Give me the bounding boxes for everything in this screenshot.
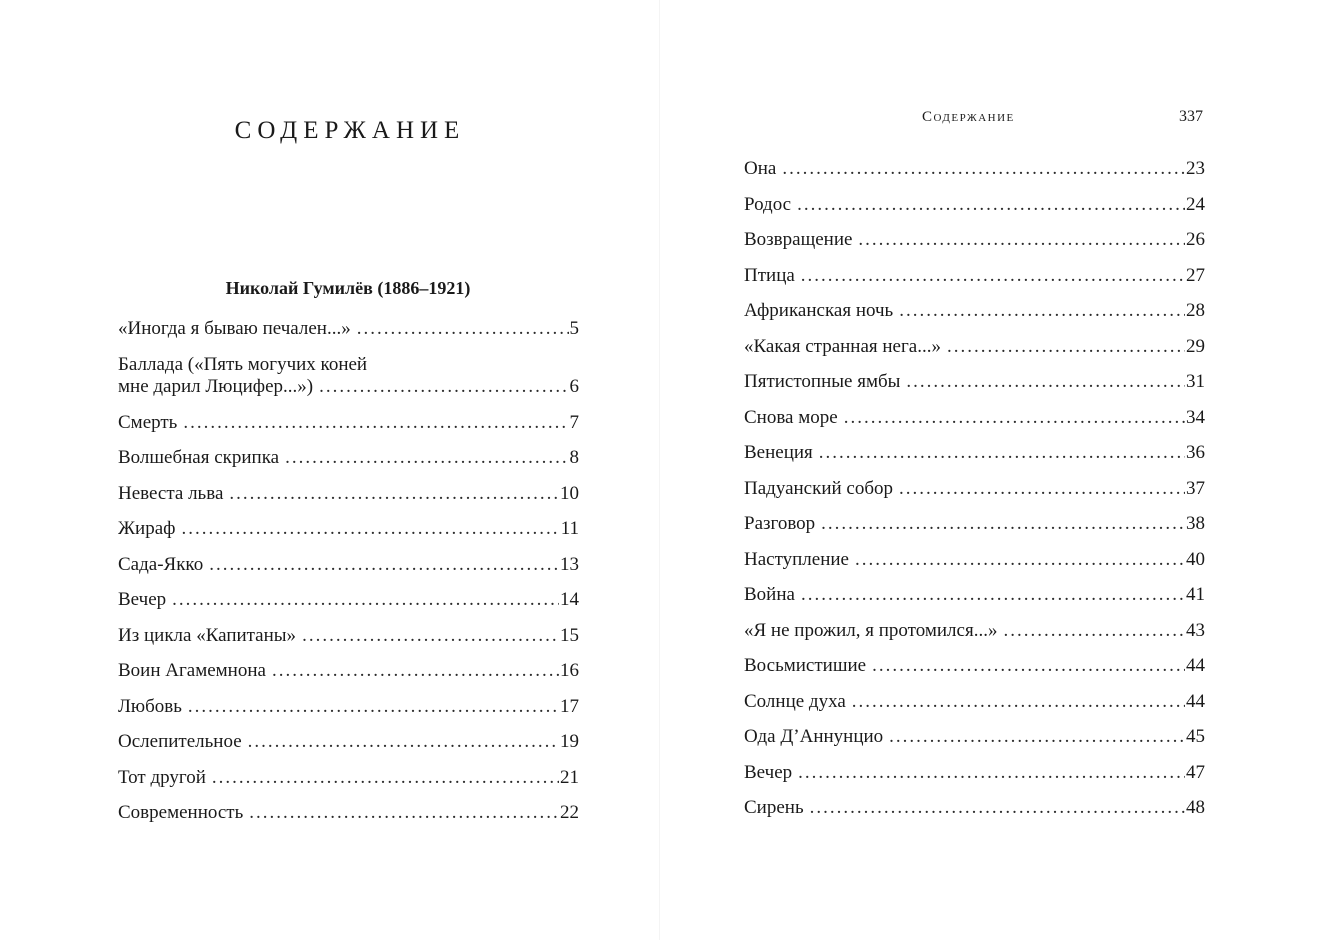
- toc-entry[interactable]: [118, 483, 579, 519]
- toc-entry[interactable]: [744, 478, 1205, 514]
- toc-entry[interactable]: [744, 726, 1205, 762]
- dot-leader: [782, 158, 1185, 180]
- toc-entry-title: Тот другой: [118, 766, 206, 788]
- toc-entry[interactable]: [744, 194, 1205, 230]
- dot-leader: [248, 731, 559, 753]
- dot-leader: [899, 478, 1185, 500]
- toc-entry[interactable]: [744, 762, 1205, 798]
- dot-leader: [229, 483, 559, 505]
- toc-entry[interactable]: [118, 625, 579, 661]
- toc-entry[interactable]: [744, 229, 1205, 265]
- toc-entry-page: 23: [1186, 158, 1205, 179]
- dot-leader: [172, 589, 559, 611]
- toc-entry-title: Жираф: [118, 518, 176, 539]
- toc-entry[interactable]: [118, 318, 579, 354]
- toc-entry-title: Ода Д’Аннунцио: [744, 726, 884, 747]
- toc-entry-title: Разговор: [744, 513, 816, 534]
- author-heading: Николай Гумилёв (1886–1921): [225, 278, 471, 298]
- toc-entry-page: 19: [560, 731, 579, 752]
- page-number: 337: [1179, 108, 1203, 125]
- toc-entry[interactable]: [118, 767, 579, 803]
- toc-entry-page: 21: [560, 766, 579, 788]
- toc-entry[interactable]: [118, 447, 579, 483]
- toc-entry[interactable]: [744, 158, 1205, 194]
- dot-leader: [855, 549, 1185, 571]
- toc-entry-page: 8: [569, 447, 579, 468]
- toc-entry-page: 26: [1186, 229, 1205, 250]
- dot-leader: [188, 696, 559, 718]
- toc-entry-page: 31: [1186, 371, 1205, 392]
- toc-entry-page: 44: [1186, 655, 1205, 676]
- toc-entry-title: Падуанский собор: [744, 477, 894, 499]
- toc-entry-title: Солнце духа: [744, 690, 846, 712]
- toc-entry-title: Воин Агамемнона: [118, 660, 266, 681]
- dot-leader: [810, 797, 1185, 819]
- dot-leader: [249, 802, 559, 824]
- toc-entry-page: 6: [569, 375, 579, 397]
- toc-entry-title: Волшебная скрипка: [118, 447, 280, 468]
- toc-entry-title: «Иногда я бываю печален...»: [118, 318, 351, 339]
- dot-leader: [285, 447, 568, 469]
- dot-leader: [1003, 620, 1185, 642]
- toc-entry-page: 29: [1186, 335, 1205, 357]
- toc-entry[interactable]: [118, 518, 579, 554]
- toc-entry-title-line1: Баллада («Пять могучих коней: [118, 353, 368, 375]
- running-head: Содержание: [922, 109, 1015, 125]
- toc-entry[interactable]: [744, 584, 1205, 620]
- dot-leader: [272, 660, 559, 682]
- toc-entry-title: Птица: [744, 264, 795, 286]
- toc-entry-title: Вечер: [118, 589, 167, 610]
- toc-entry[interactable]: [118, 589, 579, 625]
- dot-leader: [801, 584, 1185, 606]
- toc-entry-page: 40: [1186, 548, 1205, 570]
- toc-entry-page: 16: [560, 660, 579, 681]
- toc-entry-page: 7: [569, 411, 579, 433]
- toc-entry-title: Пятистопные ямбы: [744, 371, 901, 392]
- toc-entry-title: Сирень: [744, 797, 804, 818]
- dot-leader: [947, 336, 1185, 358]
- toc-entry[interactable]: [118, 660, 579, 696]
- toc-entry[interactable]: [118, 354, 579, 412]
- left-page: [0, 0, 660, 940]
- toc-entry-title: Венеция: [744, 442, 813, 463]
- toc-entry[interactable]: [744, 442, 1205, 478]
- toc-entry-title: Африканская ночь: [744, 300, 894, 321]
- dot-leader: [209, 554, 559, 576]
- toc-entry-page: 37: [1186, 477, 1205, 499]
- toc-entry[interactable]: [744, 549, 1205, 585]
- toc-entry-title: Восьмистишие: [744, 655, 867, 676]
- dot-leader: [181, 518, 559, 540]
- toc-entry-page: 38: [1186, 513, 1205, 534]
- dot-leader: [852, 691, 1185, 713]
- dot-leader: [798, 762, 1185, 784]
- toc-entry-page: 34: [1186, 406, 1205, 428]
- toc-entry-title: Смерть: [118, 411, 178, 433]
- toc-entry-title: Снова море: [744, 406, 838, 428]
- toc-entry[interactable]: [744, 797, 1205, 833]
- dot-leader: [183, 412, 568, 434]
- toc-entry[interactable]: [118, 802, 579, 838]
- toc-entry-title: Наступление: [744, 548, 849, 570]
- contents-title: СОДЕРЖАНИЕ: [234, 116, 466, 144]
- dot-leader: [899, 300, 1185, 322]
- toc-entry[interactable]: [744, 371, 1205, 407]
- right-page: [660, 0, 1328, 940]
- toc-entry-page: 10: [560, 482, 579, 504]
- toc-entry-title: Вечер: [744, 761, 793, 783]
- toc-entry[interactable]: [744, 407, 1205, 443]
- dot-leader: [858, 229, 1185, 251]
- dot-leader: [302, 625, 559, 647]
- toc-entry[interactable]: [118, 696, 579, 732]
- toc-entry-title: Ослепительное: [118, 731, 242, 752]
- toc-entry-page: 24: [1186, 193, 1205, 215]
- toc-entry-page: 41: [1186, 584, 1205, 605]
- toc-list-left: [118, 318, 579, 838]
- toc-entry-title: Война: [744, 584, 795, 605]
- toc-entry-page: 17: [560, 695, 579, 717]
- toc-entry[interactable]: [744, 265, 1205, 301]
- toc-entry[interactable]: [744, 620, 1205, 656]
- toc-entry[interactable]: [118, 731, 579, 767]
- toc-entry-page: 13: [560, 553, 579, 575]
- toc-entry-page: 44: [1186, 690, 1205, 712]
- toc-entry[interactable]: [744, 513, 1205, 549]
- toc-entry-page: 15: [560, 624, 579, 646]
- toc-entry-page: 14: [560, 589, 579, 610]
- toc-entry-page: 47: [1186, 761, 1205, 783]
- toc-entry-title: Возвращение: [744, 229, 853, 250]
- toc-entry-page: 27: [1186, 264, 1205, 286]
- toc-entry[interactable]: [744, 655, 1205, 691]
- dot-leader: [801, 265, 1185, 287]
- toc-entry-page: 36: [1186, 442, 1205, 463]
- toc-entry[interactable]: [744, 691, 1205, 727]
- dot-leader: [821, 513, 1185, 535]
- dot-leader: [357, 318, 569, 340]
- toc-entry-title: Любовь: [118, 695, 182, 717]
- dot-leader: [906, 371, 1185, 393]
- toc-entry-title: «Какая странная нега...»: [744, 335, 941, 357]
- toc-entry-title: мне дарил Люцифер...»): [118, 375, 314, 397]
- toc-entry-page: 22: [560, 802, 579, 823]
- toc-entry-title: Родос: [744, 193, 792, 215]
- toc-entry-page: 11: [560, 518, 579, 539]
- dot-leader: [819, 442, 1185, 464]
- dot-leader: [797, 194, 1185, 216]
- toc-list-right: [744, 158, 1205, 833]
- toc-entry-page: 45: [1186, 726, 1205, 747]
- toc-entry-page: 28: [1186, 300, 1205, 321]
- dot-leader: [319, 376, 568, 398]
- toc-entry-title: Из цикла «Капитаны»: [118, 624, 297, 646]
- toc-entry-title: Современность: [118, 802, 244, 823]
- toc-entry-page: 43: [1186, 619, 1205, 641]
- dot-leader: [889, 726, 1185, 748]
- toc-entry-title: «Я не прожил, я протомился...»: [744, 619, 998, 641]
- dot-leader: [844, 407, 1185, 429]
- toc-entry[interactable]: [118, 554, 579, 590]
- toc-entry-page: 5: [569, 318, 579, 339]
- toc-entry[interactable]: [744, 336, 1205, 372]
- toc-entry-title: Невеста льва: [118, 482, 224, 504]
- toc-entry-page: 48: [1186, 797, 1205, 818]
- toc-entry-title: Сада-Якко: [118, 553, 204, 575]
- toc-entry[interactable]: [118, 412, 579, 448]
- dot-leader: [212, 767, 559, 789]
- toc-entry-title: Она: [744, 158, 777, 179]
- toc-entry[interactable]: [744, 300, 1205, 336]
- dot-leader: [872, 655, 1185, 677]
